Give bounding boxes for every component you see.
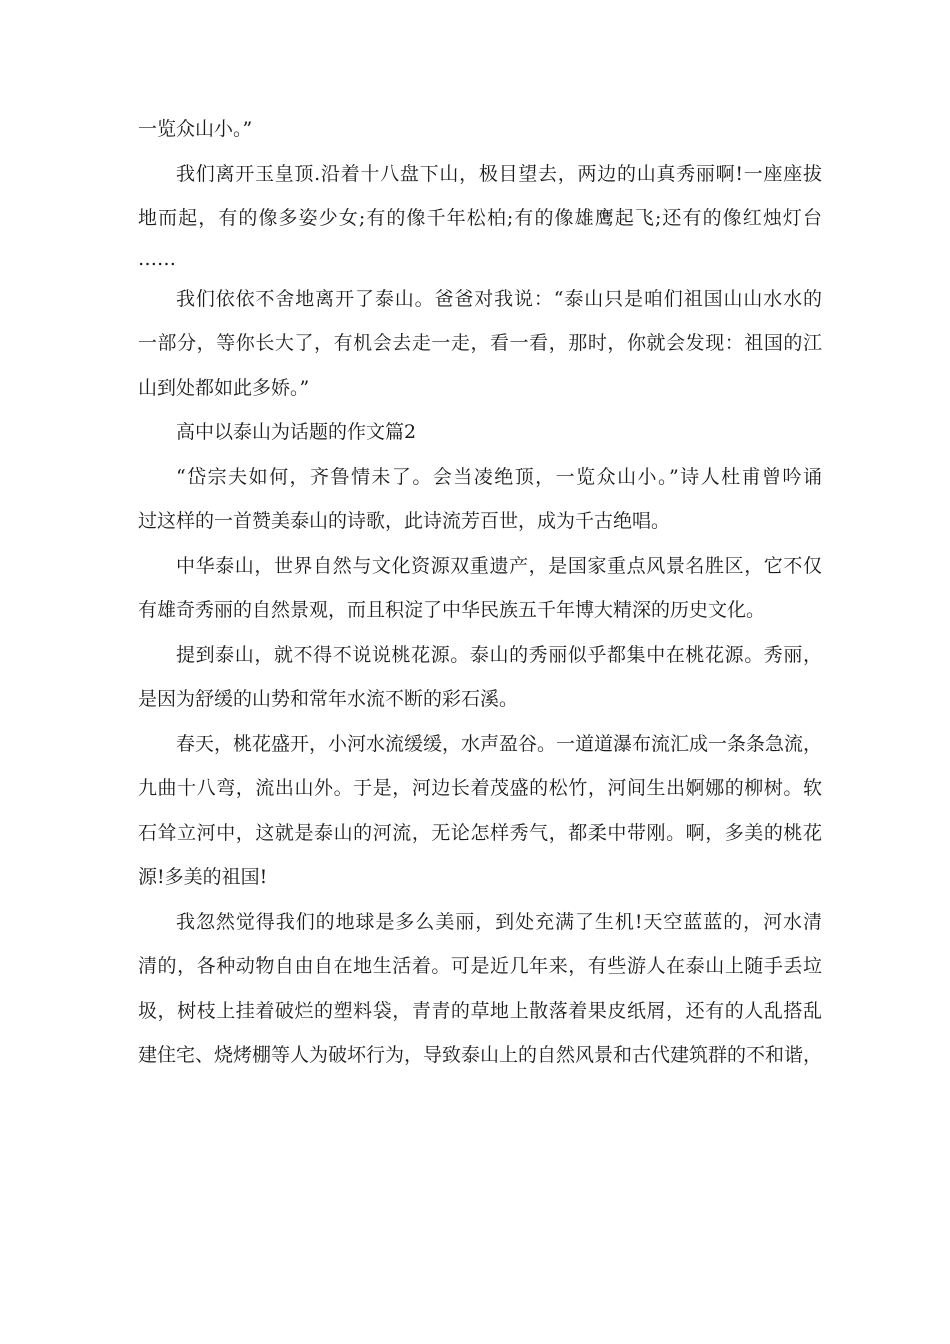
paragraph-line: 源!多美的祖国! bbox=[138, 866, 268, 888]
paragraph-line: 春天，桃花盛开，小河水流缓缓，水声盈谷。一道道瀑布流汇成一条条急流， bbox=[176, 732, 823, 755]
paragraph-line: 建住宅、烧烤棚等人为破坏行为，导致泰山上的自然风景和古代建筑群的不和谐， bbox=[138, 1044, 823, 1066]
paragraph-line: 我们离开玉皇顶.沿着十八盘下山，极目望去，两边的山真秀丽啊!一座座拔 bbox=[176, 162, 822, 185]
paragraph-line: 提到泰山，就不得不说说桃花源。泰山的秀丽似乎都集中在桃花源。秀丽， bbox=[176, 643, 822, 666]
paragraph-line: …… bbox=[138, 247, 176, 270]
paragraph-line: 中华泰山，世界自然与文化资源双重遗产，是国家重点风景名胜区，它不仅 bbox=[176, 554, 822, 577]
paragraph-line: 有雄奇秀丽的自然景观，而且积淀了中华民族五千年博大精深的历史文化。 bbox=[138, 599, 766, 621]
paragraph-line: 一览众山小。” bbox=[138, 118, 253, 140]
paragraph-line: 九曲十八弯，流出山外。于是，河边长着茂盛的松竹，河间生出婀娜的柳树。软 bbox=[138, 777, 822, 799]
paragraph-line: 是因为舒缓的山势和常年水流不断的彩石溪。 bbox=[138, 688, 519, 710]
paragraph-line: 地而起，有的像多姿少女;有的像千年松柏;有的像雄鹰起飞;还有的像红烛灯台 bbox=[138, 207, 822, 229]
section-heading: 高中以泰山为话题的作文篇2 bbox=[176, 421, 417, 443]
document-body bbox=[138, 107, 822, 1078]
paragraph-line: 石耸立河中，这就是泰山的河流，无论怎样秀气，都柔中带刚。啊，多美的桃花 bbox=[138, 821, 822, 844]
paragraph-line: 一部分，等你长大了，有机会去走一走，看一看，那时，你就会发现：祖国的江 bbox=[138, 332, 822, 354]
paragraph-line: 圾，树枝上挂着破烂的塑料袋，青青的草地上散落着果皮纸屑，还有的人乱搭乱 bbox=[138, 999, 822, 1022]
paragraph-line: 山到处都如此多娇。” bbox=[138, 376, 310, 399]
paragraph-line: 清的，各种动物自由自在地生活着。可是近几年来，有些游人在泰山上随手丢垃 bbox=[138, 955, 822, 977]
paragraph-line: 我们依依不舍地离开了泰山。爸爸对我说：“泰山只是咱们祖国山山水水的 bbox=[176, 287, 822, 310]
paragraph-line: 过这样的一首赞美泰山的诗歌，此诗流芳百世，成为千古绝唱。 bbox=[138, 510, 671, 532]
paragraph-line: 我忽然觉得我们的地球是多么美丽，到处充满了生机!天空蓝蓝的，河水清 bbox=[176, 910, 822, 933]
paragraph-line: “岱宗夫如何，齐鲁情未了。会当凌绝顶，一览众山小。”诗人杜甫曾吟诵 bbox=[176, 465, 822, 488]
